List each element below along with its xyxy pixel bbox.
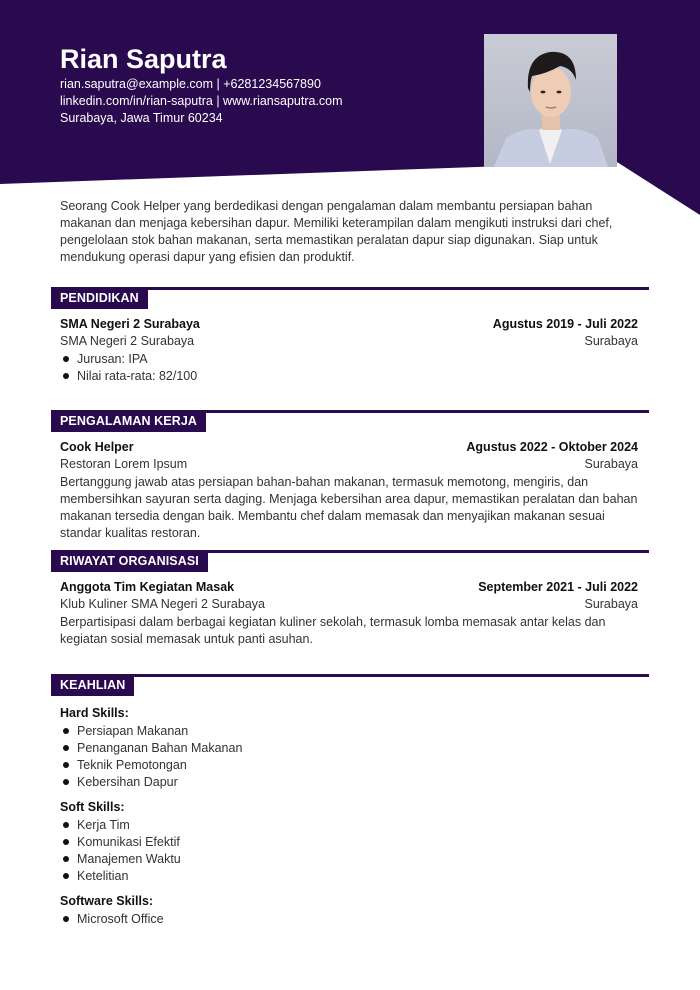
list-item: Nilai rata-rata: 82/100 xyxy=(60,368,638,385)
organization-title: RIWAYAT ORGANISASI xyxy=(51,550,208,572)
skills-section xyxy=(51,674,649,936)
contact-links: linkedin.com/in/rian-saputra | www.riansaputra.com xyxy=(60,94,343,108)
contact-email-phone: rian.saputra@example.com | +6281234567890 xyxy=(60,77,321,91)
education-period: Agustus 2019 - Juli 2022 xyxy=(492,317,638,331)
organization-description: Berpartisipasi dalam berbagai kegiatan kuliner sekolah, termasuk lomba memasak antar kelas dan kegiatan sosial memasak untuk panti asuhan. xyxy=(60,615,606,646)
list-item: Ketelitian xyxy=(60,868,638,885)
list-item: Microsoft Office xyxy=(60,911,638,928)
list-item: Penanganan Bahan Makanan xyxy=(60,740,638,757)
profile-summary: Seorang Cook Helper yang berdedikasi dengan pengalaman dalam membantu persiapan bahan makanan dan menjaga kebersihan dapur. Memiliki keterampilan dalam mengikuti instruksi dari chef, pengelolaan stok bahan makanan, serta memastikan peralatan dapur siap digunakan. Siap untuk mendukung operasi dapur yang efisien dan produktif. xyxy=(60,199,613,264)
list-item: Komunikasi Efektif xyxy=(60,834,638,851)
list-item: Persiapan Makanan xyxy=(60,723,638,740)
job-location: Surabaya xyxy=(584,457,638,471)
skills-header xyxy=(51,674,649,696)
software-skills-group xyxy=(60,893,638,928)
education-section xyxy=(51,287,649,385)
experience-section xyxy=(51,410,649,542)
list-item: Kerja Tim xyxy=(60,817,638,834)
section-divider xyxy=(51,674,649,677)
soft-skills-title: Soft Skills: xyxy=(60,800,125,814)
list-item: Jurusan: IPA xyxy=(60,351,638,368)
hard-skills-title: Hard Skills: xyxy=(60,706,129,720)
list-item: Teknik Pemotongan xyxy=(60,757,638,774)
candidate-name: Rian Saputra xyxy=(60,44,227,74)
experience-title: PENGALAMAN KERJA xyxy=(51,410,206,432)
job-description: Bertanggung jawab atas persiapan bahan-bahan makanan, termasuk memotong, mengiris, dan membersihkan sayuran serta daging. Menjaga kebersihan area dapur, memastikan peralatan dan bahan makanan tersedia dengan baik. Membantu chef dalam memasak dan menyajikan makanan sesuai standar kualitas restoran. xyxy=(60,475,638,540)
job-role: Cook Helper xyxy=(60,440,134,454)
organization-role: Anggota Tim Kegiatan Masak xyxy=(60,580,235,594)
education-location: Surabaya xyxy=(584,334,638,348)
skills-title: KEAHLIAN xyxy=(51,674,134,696)
list-item: Manajemen Waktu xyxy=(60,851,638,868)
education-title: PENDIDIKAN xyxy=(51,287,148,309)
school-name: SMA Negeri 2 Surabaya xyxy=(60,317,200,331)
list-item: Kebersihan Dapur xyxy=(60,774,638,791)
contact-address: Surabaya, Jawa Timur 60234 xyxy=(60,111,223,125)
job-company: Restoran Lorem Ipsum xyxy=(60,457,188,471)
education-header xyxy=(51,287,649,309)
organization-section xyxy=(51,550,649,648)
organization-club: Klub Kuliner SMA Negeri 2 Surabaya xyxy=(60,597,265,611)
experience-header xyxy=(51,410,649,432)
job-period: Agustus 2022 - Oktober 2024 xyxy=(466,440,638,454)
soft-skills-group xyxy=(60,799,638,885)
organization-header xyxy=(51,550,649,572)
organization-period: September 2021 - Juli 2022 xyxy=(478,580,638,594)
school-institution: SMA Negeri 2 Surabaya xyxy=(60,334,195,348)
organization-location: Surabaya xyxy=(584,597,638,611)
profile-photo xyxy=(484,34,617,167)
software-skills-title: Software Skills: xyxy=(60,894,154,908)
hard-skills-group xyxy=(60,705,638,791)
header-info xyxy=(60,44,343,127)
education-details xyxy=(60,351,638,385)
